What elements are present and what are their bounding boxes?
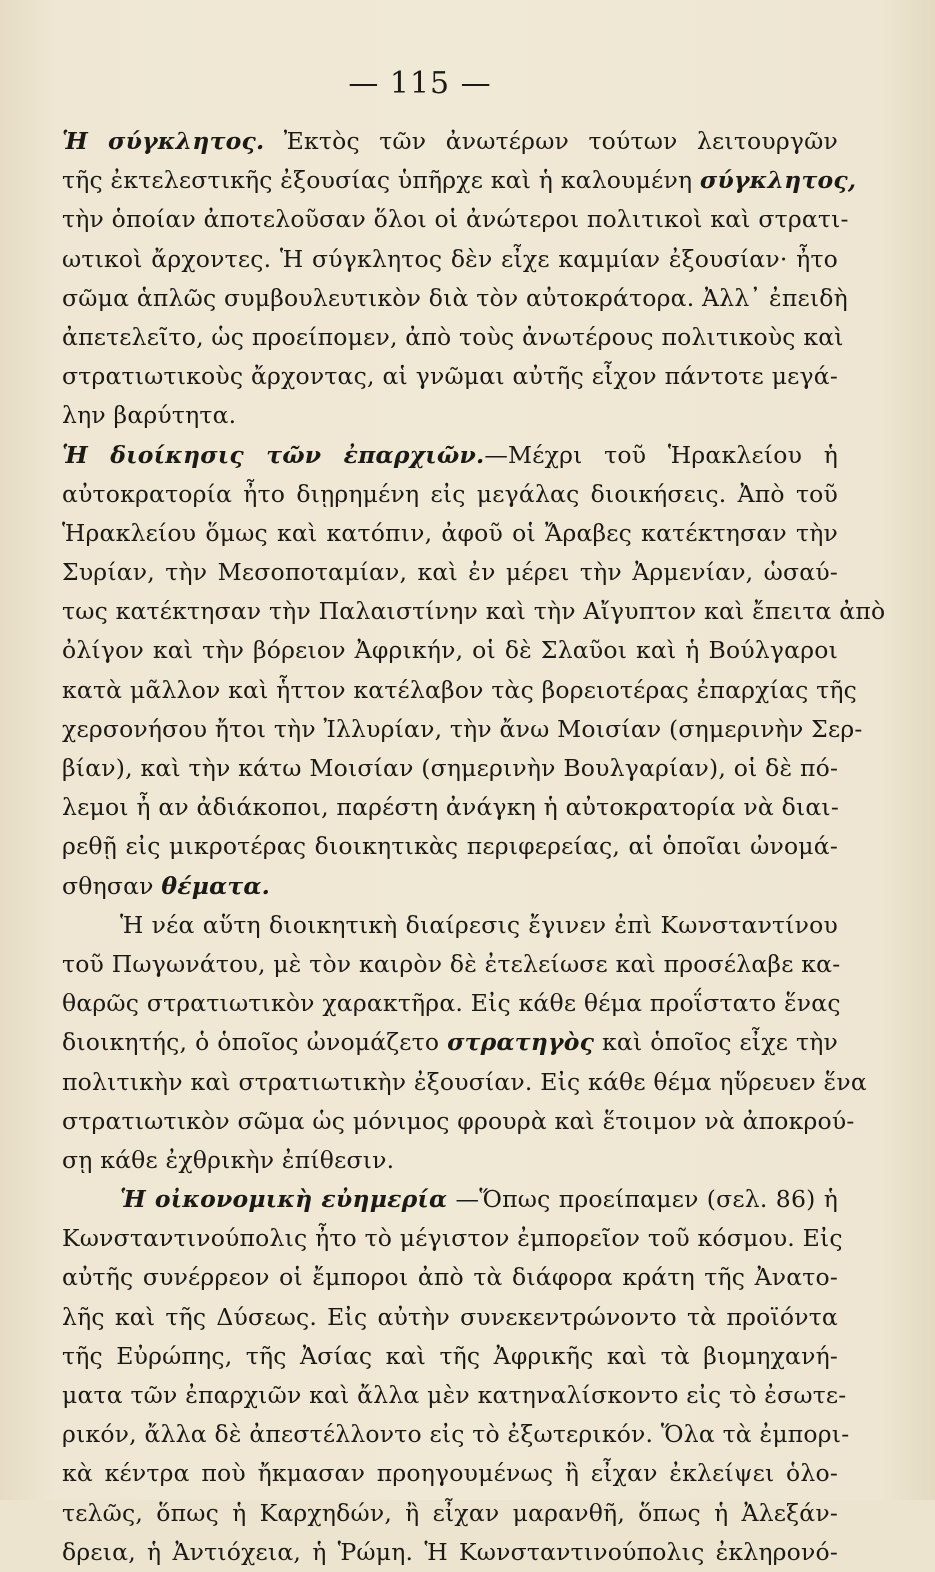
section-heading-senate: Ἡ σύγκλητος. [62, 127, 265, 155]
paragraph-line: ωτικοὶ ἄρχοντες. Ἡ σύγκλητος δὲν εἶχε καμμίαν ἐξουσίαν· ἦτο [62, 244, 838, 273]
paragraph-line: τῆς ἐκτελεστικῆς ἐξουσίας ὑπῆρχε καὶ ἡ καλουμένη σύγκλητος, [62, 166, 857, 195]
paragraph-line: λεμοι ἦ αν ἀδιάκοποι, παρέστη ἀνάγκη ἡ αὐτοκρατορία νὰ διαι- [62, 793, 839, 822]
page-number: — 115 — [348, 66, 492, 101]
paragraph-line: Ἡρακλείου ὅμως καὶ κατόπιν, ἀφοῦ οἱ Ἄραβες κατέκτησαν τὴν [62, 518, 838, 547]
paragraph-line: Κωνσταντινούπολις ἦτο τὸ μέγιστον ἐμπορεῖον τοῦ κόσμου. Εἰς [62, 1224, 843, 1253]
paragraph-line: αὐτοκρατορία ἦτο διῃρημένη εἰς μεγάλας διοικήσεις. Ἀπὸ τοῦ [62, 479, 838, 508]
paragraph-line: στρατιωτικοὺς ἄρχοντας, αἱ γνῶμαι αὐτῆς εἶχον πάντοτε μεγά- [62, 362, 838, 391]
paragraph-line: κατὰ μᾶλλον καὶ ἧττον κατέλαβον τὰς βορειοτέρας ἐπαρχίας τῆς [62, 675, 857, 704]
paragraph-line: σῃ κάθε ἐχθρικὴν ἐπίθεσιν. [62, 1145, 395, 1174]
paragraph-line [62, 436, 838, 475]
paragraph-line: βίαν), καὶ τὴν κάτω Μοισίαν (σημερινὴν Βουλγαρίαν), οἱ δὲ πό- [62, 754, 839, 782]
paragraph-line: τῆς Εὐρώπης, τῆς Ἀσίας καὶ τῆς Ἀφρικῆς καὶ τὰ βιομηχανή- [62, 1341, 838, 1370]
emphasized-term: θέματα. [161, 871, 271, 900]
paragraph-line: διοικητής, ὁ ὁποῖος ὠνομάζετο στρατηγὸς καὶ ὁποῖος εἶχε τὴν [62, 1028, 838, 1057]
paragraph-line: ὀλίγον καὶ τὴν βόρειον Ἀφρικήν, οἱ δὲ Σλαῦοι καὶ ἡ Βούλγαροι [62, 636, 838, 665]
paragraph-line: θαρῶς στρατιωτικὸν χαρακτῆρα. Εἰς κάθε θέμα προΐστατο ἕνας [62, 989, 841, 1018]
section-heading-provinces: Ἡ διοίκησις τῶν ἐπαρχιῶν. [62, 440, 485, 469]
paragraph-line: σῶμα ἁπλῶς συμβουλευτικὸν διὰ τὸν αὐτοκράτορα. Ἀλλ᾽ ἐπειδὴ [62, 283, 848, 312]
paragraph-line [62, 1180, 838, 1219]
paragraph-line: Ἡ νέα αὕτη διοικητικὴ διαίρεσις ἔγινεν ἐπὶ Κωνσταντίνου [120, 910, 838, 939]
line-text: Ἐκτὸς τῶν ἀνωτέρων τούτων λειτουργῶν [283, 127, 838, 155]
section-heading-economy: Ἡ οἰκονομικὴ εὐημερία [120, 1185, 448, 1214]
paragraph-line: τὴν ὁποίαν ἀποτελοῦσαν ὅλοι οἱ ἀνώτεροι πολιτικοὶ καὶ στρατι- [62, 205, 849, 234]
paragraph-line: σθησαν θέματα. [62, 871, 271, 900]
paragraph-line: λην βαρύτητα. [62, 401, 237, 430]
paragraph-line: ματα τῶν ἐπαρχιῶν καὶ ἄλλα μὲν κατηναλίσκοντο εἰς τὸ ἐσωτε- [62, 1381, 847, 1409]
paragraph-line: πολιτικὴν καὶ στρατιωτικὴν ἐξουσίαν. Εἰς κάθε θέμα ηὕρευεν ἕνα [62, 1067, 867, 1096]
paragraph-line: δρεια, ἡ Ἀντιόχεια, ἡ Ῥώμη. Ἡ Κωνσταντινούπολις ἐκληρονό- [62, 1537, 838, 1566]
paragraph-line: Συρίαν, τὴν Μεσοποταμίαν, καὶ ἐν μέρει τὴν Ἀρμενίαν, ὡσαύ- [62, 558, 838, 587]
paragraph-line: κὰ κέντρα ποὺ ἤκμασαν προηγουμένως ἢ εἶχαν ἐκλείψει ὁλο- [62, 1459, 838, 1488]
paragraph-line [62, 122, 838, 161]
emphasized-term: στρατηγὸς [447, 1028, 595, 1057]
paragraph-line: αὐτῆς συνέρρεον οἱ ἔμποροι ἀπὸ τὰ διάφορα κράτη τῆς Ἀνατο- [62, 1263, 838, 1292]
line-text: —Ὅπως προείπαμεν (σελ. 86) ἡ [455, 1185, 839, 1214]
line-text: —Μέχρι τοῦ Ἡρακλείου ἡ [484, 440, 838, 469]
paragraph-line: τως κατέκτησαν τὴν Παλαιστίνην καὶ τὴν Αἴγυπτον καὶ ἔπειτα ἀπὸ [62, 597, 886, 626]
paragraph-line: ρεθῇ εἰς μικροτέρας διοικητικὰς περιφερείας, αἱ ὁποῖαι ὠνομά- [62, 832, 838, 861]
body-text [62, 122, 886, 1572]
paragraph-line: στρατιωτικὸν σῶμα ὡς μόνιμος φρουρὰ καὶ ἕτοιμον νὰ ἀποκρού- [62, 1106, 855, 1135]
emphasized-term: σύγκλητος, [699, 166, 857, 195]
paragraph-line: τελῶς, ὅπως ἡ Καρχηδών, ἢ εἶχαν μαρανθῆ, ὅπως ἡ Ἀλεξάν- [62, 1498, 838, 1527]
paragraph-line: τοῦ Πωγωνάτου, μὲ τὸν καιρὸν δὲ ἐτελείωσε καὶ προσέλαβε κα- [62, 949, 841, 978]
paragraph-line: ρικόν, ἄλλα δὲ ἀπεστέλλοντο εἰς τὸ ἐξωτερικόν. Ὅλα τὰ ἐμπορι- [62, 1420, 850, 1449]
paragraph-line: ἀπετελεῖτο, ὡς προείπομεν, ἀπὸ τοὺς ἀνωτέρους πολιτικοὺς καὶ [62, 322, 844, 351]
paragraph-line: λῆς καὶ τῆς Δύσεως. Εἰς αὐτὴν συνεκεντρώνοντο τὰ προϊόντα [62, 1302, 838, 1331]
paragraph-line: χερσονήσου ἤτοι τὴν Ἰλλυρίαν, τὴν ἄνω Μοισίαν (σημερινὴν Σερ- [62, 714, 863, 743]
